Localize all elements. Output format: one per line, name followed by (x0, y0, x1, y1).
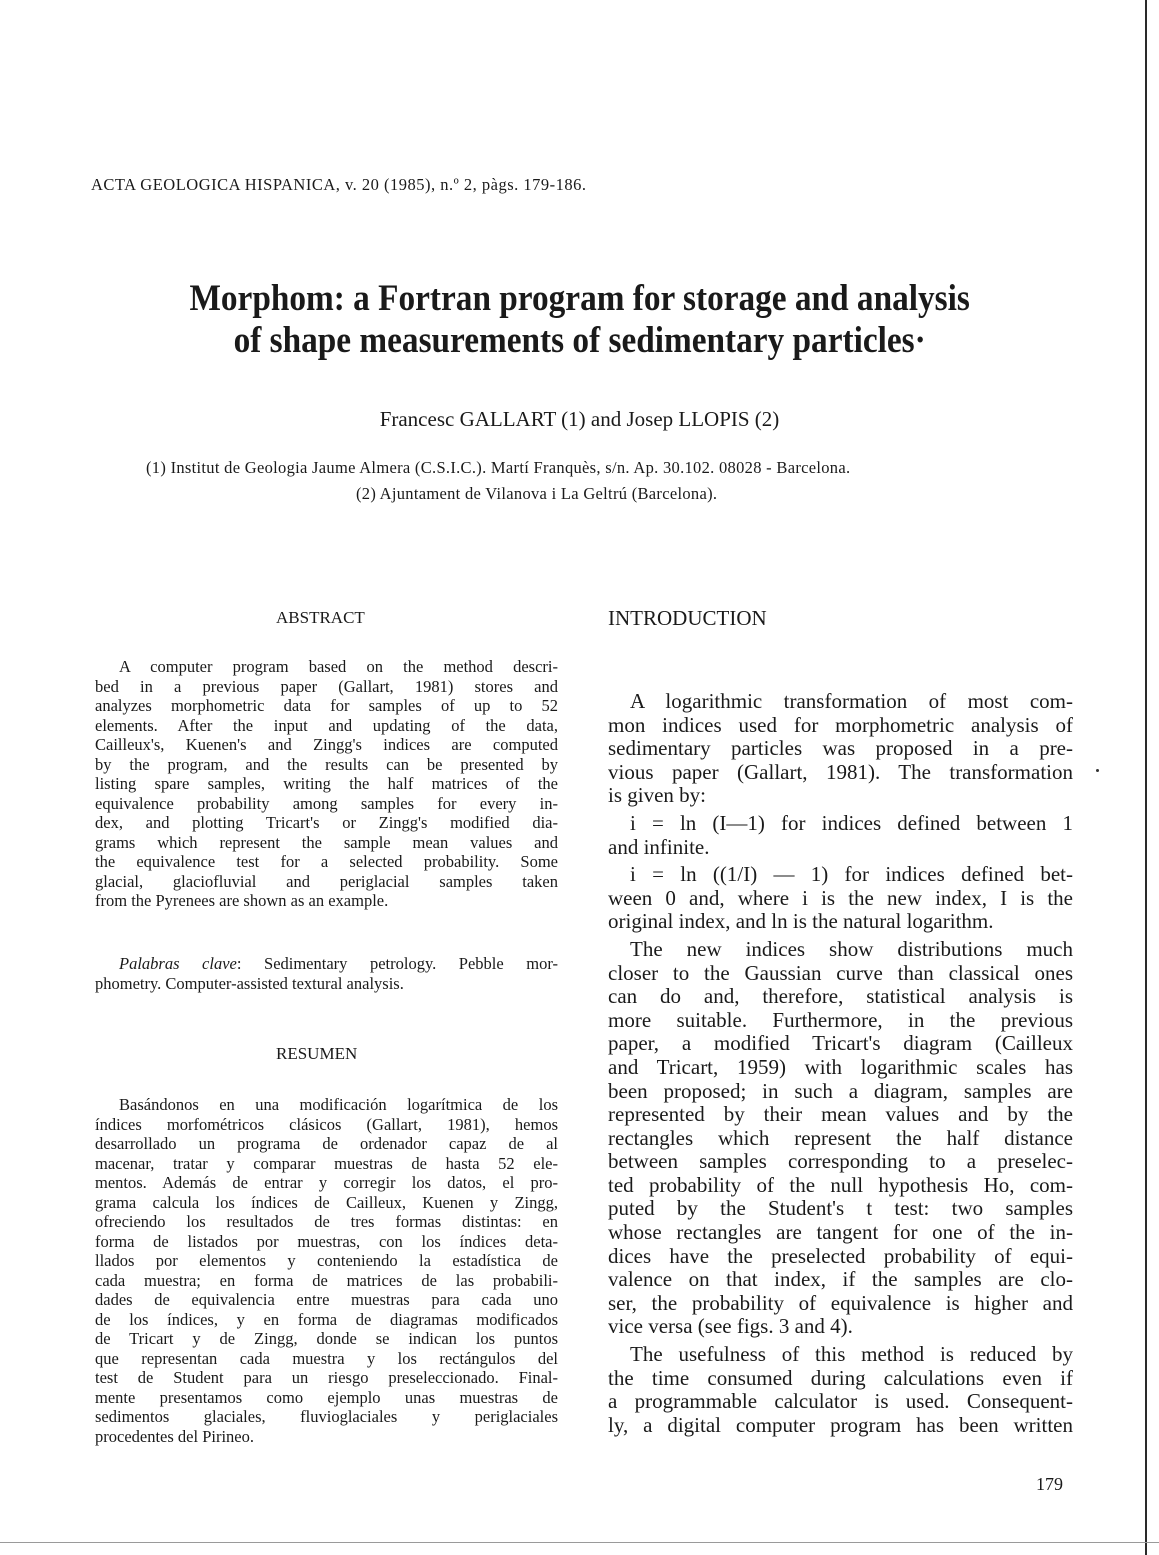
resumen-line: mentos. Además de entrar y corregir los datos, el pro- (95, 1173, 558, 1192)
introduction-heading: INTRODUCTION (608, 606, 767, 630)
resumen-line: llados por elementos y conteniendo la estadística de (95, 1251, 558, 1270)
resumen-line: mente presentamos como ejemplo unas muestras de (95, 1387, 558, 1407)
intro-line: ly, a digital computer program has been written (608, 1412, 1073, 1437)
affiliation-1: (1) Institut de Geologia Jaume Almera (C.S.I.C.). Martí Franquès, s/n. Ap. 30.102. 08028 - Barcelona. (146, 458, 851, 477)
abstract-line: analyzes morphometric data for samples of up to 52 (95, 696, 558, 715)
keywords-label: Palabras clave (119, 954, 237, 973)
resumen-line: cada muestra; en forma de matrices de las probabili- (95, 1270, 558, 1290)
scan-speck (1096, 769, 1099, 772)
journal-citation: ACTA GEOLOGICA HISPANICA, v. 20 (1985), n.º 2, pàgs. 179-186. (91, 175, 587, 194)
affiliation-2: (2) Ajuntament de Vilanova i La Geltrú (Barcelona). (356, 484, 718, 503)
keywords-text: : Sedimentary petrology. Pebble mor- (236, 954, 559, 973)
abstract-line: A computer program based on the method descri- (119, 657, 558, 676)
abstract-heading: ABSTRACT (276, 608, 365, 627)
resumen-line: de los índices, y en forma de diagramas modificados (95, 1309, 558, 1329)
intro-line: sedimentary particles was proposed in a pre- (608, 736, 1073, 761)
abstract-line: bed in a previous paper (Gallart, 1981) stores and (95, 676, 558, 696)
intro-line: closer to the Gaussian curve than classical ones (608, 960, 1073, 985)
keywords-line-2: phometry. Computer-assisted textural analysis. (95, 973, 404, 993)
resumen-line: desarrollado un programa de ordenador capaz de al (95, 1134, 558, 1153)
resumen-line: Basándonos en una modificación logarítmica de los (119, 1095, 558, 1114)
intro-line: dices have the preselected probability of equi- (608, 1243, 1073, 1268)
intro-line: whose rectangles are tangent for one of the in- (608, 1220, 1073, 1245)
resumen-line: forma de listados por muestras, con los índices deta- (95, 1231, 558, 1251)
abstract-text (95, 657, 558, 911)
resumen-line: índices morfométricos clásicos (Gallart, 1981), hemos (95, 1114, 558, 1134)
intro-line: rectangles which represent the half distance (608, 1125, 1073, 1150)
intro-line: and infinite. (608, 834, 710, 859)
intro-line: a programmable calculator is used. Consequent- (608, 1389, 1073, 1414)
intro-line: between samples corresponding to a preselec- (608, 1149, 1073, 1174)
resumen-line: macenar, tratar y comparar muestras de hasta 52 ele- (95, 1153, 558, 1173)
resumen-line: que representan cada muestra y los rectángulos del (95, 1348, 558, 1368)
resumen-text (95, 1095, 558, 1446)
resumen-line: test de Student para un riesgo preseleccionado. Final- (95, 1368, 558, 1387)
intro-line: vice versa (see figs. 3 and 4). (608, 1314, 853, 1339)
intro-line: represented by their mean values and by the (608, 1102, 1073, 1127)
resumen-line: ofreciendo los resultados de tres formas distintas: en (95, 1212, 558, 1231)
abstract-line: dex, and plotting Tricart's or Zingg's modified dia- (95, 813, 558, 832)
intro-line: ted probability of the null hypothesis Ho, com- (608, 1172, 1073, 1197)
intro-line: been proposed; in such a diagram, samples are (608, 1078, 1073, 1103)
title-line-2: of shape measurements of sedimentary particles· (233, 320, 926, 361)
intro-line: i = ln (I—1) for indices defined between 1 (630, 810, 1073, 835)
intro-line: the time consumed during calculations even if (608, 1365, 1073, 1390)
intro-line: original index, and ln is the natural logarithm. (608, 909, 994, 934)
resumen-heading: RESUMEN (276, 1044, 358, 1063)
intro-line: i = ln ((1/I) — 1) for indices defined bet- (630, 862, 1073, 887)
resumen-line: sedimentos glaciales, fluvioglaciales y periglaciales (95, 1407, 558, 1426)
abstract-line: grams which represent the sample mean values and (95, 832, 558, 852)
intro-line: vious paper (Gallart, 1981). The transformation (608, 759, 1073, 784)
abstract-line: by the program, and the results can be presented by (95, 754, 558, 774)
abstract-line: listing spare samples, writing the half matrices of the (95, 774, 558, 793)
authors: Francesc GALLART (1) and Josep LLOPIS (2) (379, 407, 780, 431)
abstract-line: the equivalence test for a selected probability. Some (95, 852, 558, 871)
resumen-line: grama calcula los índices de Cailleux, Kuenen y Zingg, (95, 1192, 558, 1212)
intro-line: ween 0 and, where i is the new index, I is the (608, 885, 1073, 910)
keywords (95, 954, 558, 993)
page-edge (1145, 0, 1147, 1555)
keywords-line-1 (95, 954, 558, 974)
bottom-rule (0, 1542, 1159, 1543)
resumen-line: dades de equivalencia entre muestras para cada uno (95, 1290, 558, 1309)
title-line-1: Morphom: a Fortran program for storage and analysis (189, 278, 970, 319)
paper-title (58, 278, 1101, 362)
intro-line: paper, a modified Tricart's diagram (Cailleux (608, 1031, 1073, 1056)
intro-line: and Tricart, 1959) with logarithmic scales has (608, 1054, 1073, 1079)
intro-line: mon indices used for morphometric analysis of (608, 712, 1073, 737)
intro-line: The usefulness of this method is reduced by (630, 1342, 1073, 1367)
intro-line: ser, the probability of equivalence is higher and (608, 1290, 1073, 1315)
introduction-text (608, 690, 1073, 1437)
resumen-line: procedentes del Pirineo. (95, 1426, 254, 1446)
intro-line: The new indices show distributions much (630, 936, 1073, 961)
intro-line: is given by: (608, 783, 706, 808)
resumen-line: de Tricart y de Zingg, donde se indican los puntos (95, 1329, 558, 1348)
intro-line: A logarithmic transformation of most com- (630, 689, 1073, 713)
page-number: 179 (1036, 1474, 1063, 1494)
abstract-line: equivalence probability among samples for every in- (95, 793, 558, 813)
abstract-line: Cailleux's, Kuenen's and Zingg's indices are computed (95, 735, 558, 754)
abstract-line: from the Pyrenees are shown as an example. (95, 891, 389, 910)
intro-line: puted by the Student's t test: two samples (608, 1196, 1073, 1221)
intro-line: can do and, therefore, statistical analysis is (608, 984, 1073, 1009)
intro-line: valence on that index, if the samples are clo- (608, 1267, 1073, 1292)
abstract-line: glacial, glaciofluvial and periglacial samples taken (95, 871, 558, 891)
intro-line: more suitable. Furthermore, in the previous (608, 1007, 1073, 1032)
abstract-line: elements. After the input and updating of the data, (95, 715, 558, 735)
